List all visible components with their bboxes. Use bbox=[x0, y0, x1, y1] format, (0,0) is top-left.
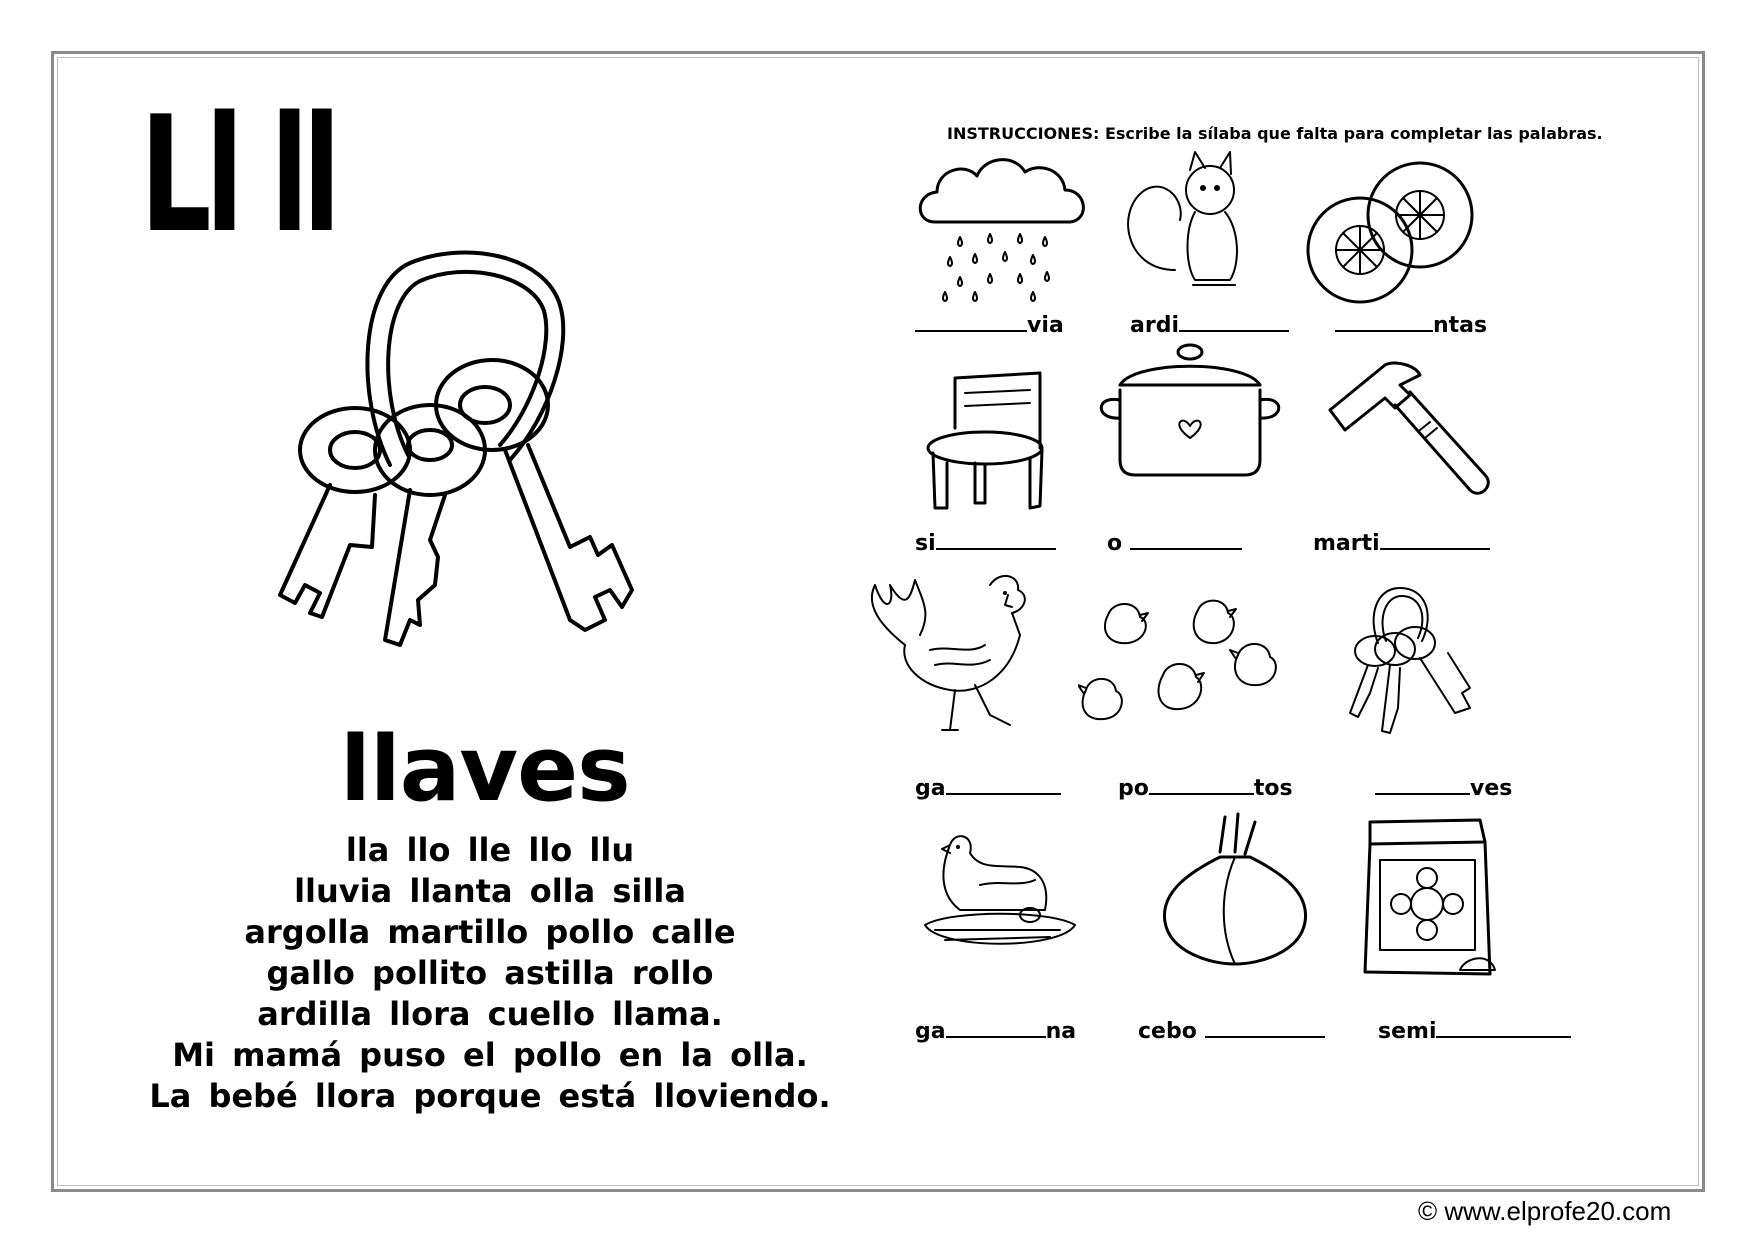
exercise-silla: si bbox=[915, 530, 1056, 556]
exercise-gallo: ga bbox=[915, 775, 1061, 801]
exercise-martillo: marti bbox=[1313, 530, 1490, 556]
exercise-pollitos: po tos bbox=[1118, 776, 1293, 801]
answer-blank[interactable] bbox=[1130, 530, 1242, 550]
answer-blank[interactable] bbox=[1335, 312, 1433, 332]
word-line: argolla martillo pollo calle bbox=[244, 913, 736, 951]
exercise-ardilla: ardi bbox=[1130, 312, 1289, 338]
answer-blank[interactable] bbox=[1205, 1018, 1325, 1038]
chicks-picture bbox=[1078, 595, 1293, 740]
answer-blank[interactable] bbox=[1375, 775, 1470, 795]
letter-heading: Ll ll bbox=[140, 81, 335, 268]
keys-small-picture bbox=[1340, 583, 1490, 743]
word-line: lla llo lle llo llu bbox=[345, 831, 635, 869]
copyright-notice: © www.elprofe20.com bbox=[1418, 1196, 1672, 1226]
exercise-cebolla: cebo bbox=[1138, 1018, 1325, 1044]
answer-blank[interactable] bbox=[946, 1018, 1046, 1038]
word-list bbox=[120, 830, 860, 1117]
tires-picture bbox=[1300, 155, 1480, 305]
hen-picture bbox=[920, 825, 1080, 975]
pot-picture bbox=[1095, 340, 1285, 480]
chair-picture bbox=[925, 368, 1050, 513]
keys-illustration bbox=[260, 245, 720, 725]
word-line: lluvia llanta olla silla bbox=[294, 872, 686, 910]
exercise-semilla: semi bbox=[1378, 1018, 1571, 1044]
answer-blank[interactable] bbox=[1436, 1018, 1571, 1038]
exercise-lluvia: via bbox=[915, 312, 1064, 338]
word-line: gallo pollito astilla rollo bbox=[266, 954, 714, 992]
exercise-llantas: ntas bbox=[1335, 312, 1487, 338]
answer-blank[interactable] bbox=[915, 312, 1027, 332]
answer-blank[interactable] bbox=[1149, 775, 1254, 795]
exercise-gallina: ga na bbox=[915, 1019, 1077, 1044]
main-word: llaves bbox=[340, 717, 630, 822]
answer-blank[interactable] bbox=[1179, 312, 1289, 332]
exercise-llaves: ves bbox=[1375, 775, 1512, 801]
answer-blank[interactable] bbox=[1380, 530, 1490, 550]
squirrel-picture bbox=[1115, 150, 1265, 290]
sentence: Mi mamá puso el pollo en la olla. bbox=[172, 1036, 808, 1074]
word-line: ardilla llora cuello llama. bbox=[257, 995, 723, 1033]
seed-packet-picture bbox=[1355, 812, 1500, 982]
onion-picture bbox=[1150, 812, 1320, 972]
answer-blank[interactable] bbox=[946, 775, 1061, 795]
rooster-picture bbox=[860, 565, 1045, 735]
answer-blank[interactable] bbox=[936, 530, 1056, 550]
hammer-picture bbox=[1325, 360, 1495, 510]
sentence: La bebé llora porque está lloviendo. bbox=[149, 1077, 831, 1115]
exercise-olla: o bbox=[1107, 530, 1242, 556]
instructions: INSTRUCCIONES: Escribe la sílaba que falta para completar las palabras. bbox=[947, 124, 1603, 143]
rain-cloud-picture bbox=[915, 152, 1095, 302]
